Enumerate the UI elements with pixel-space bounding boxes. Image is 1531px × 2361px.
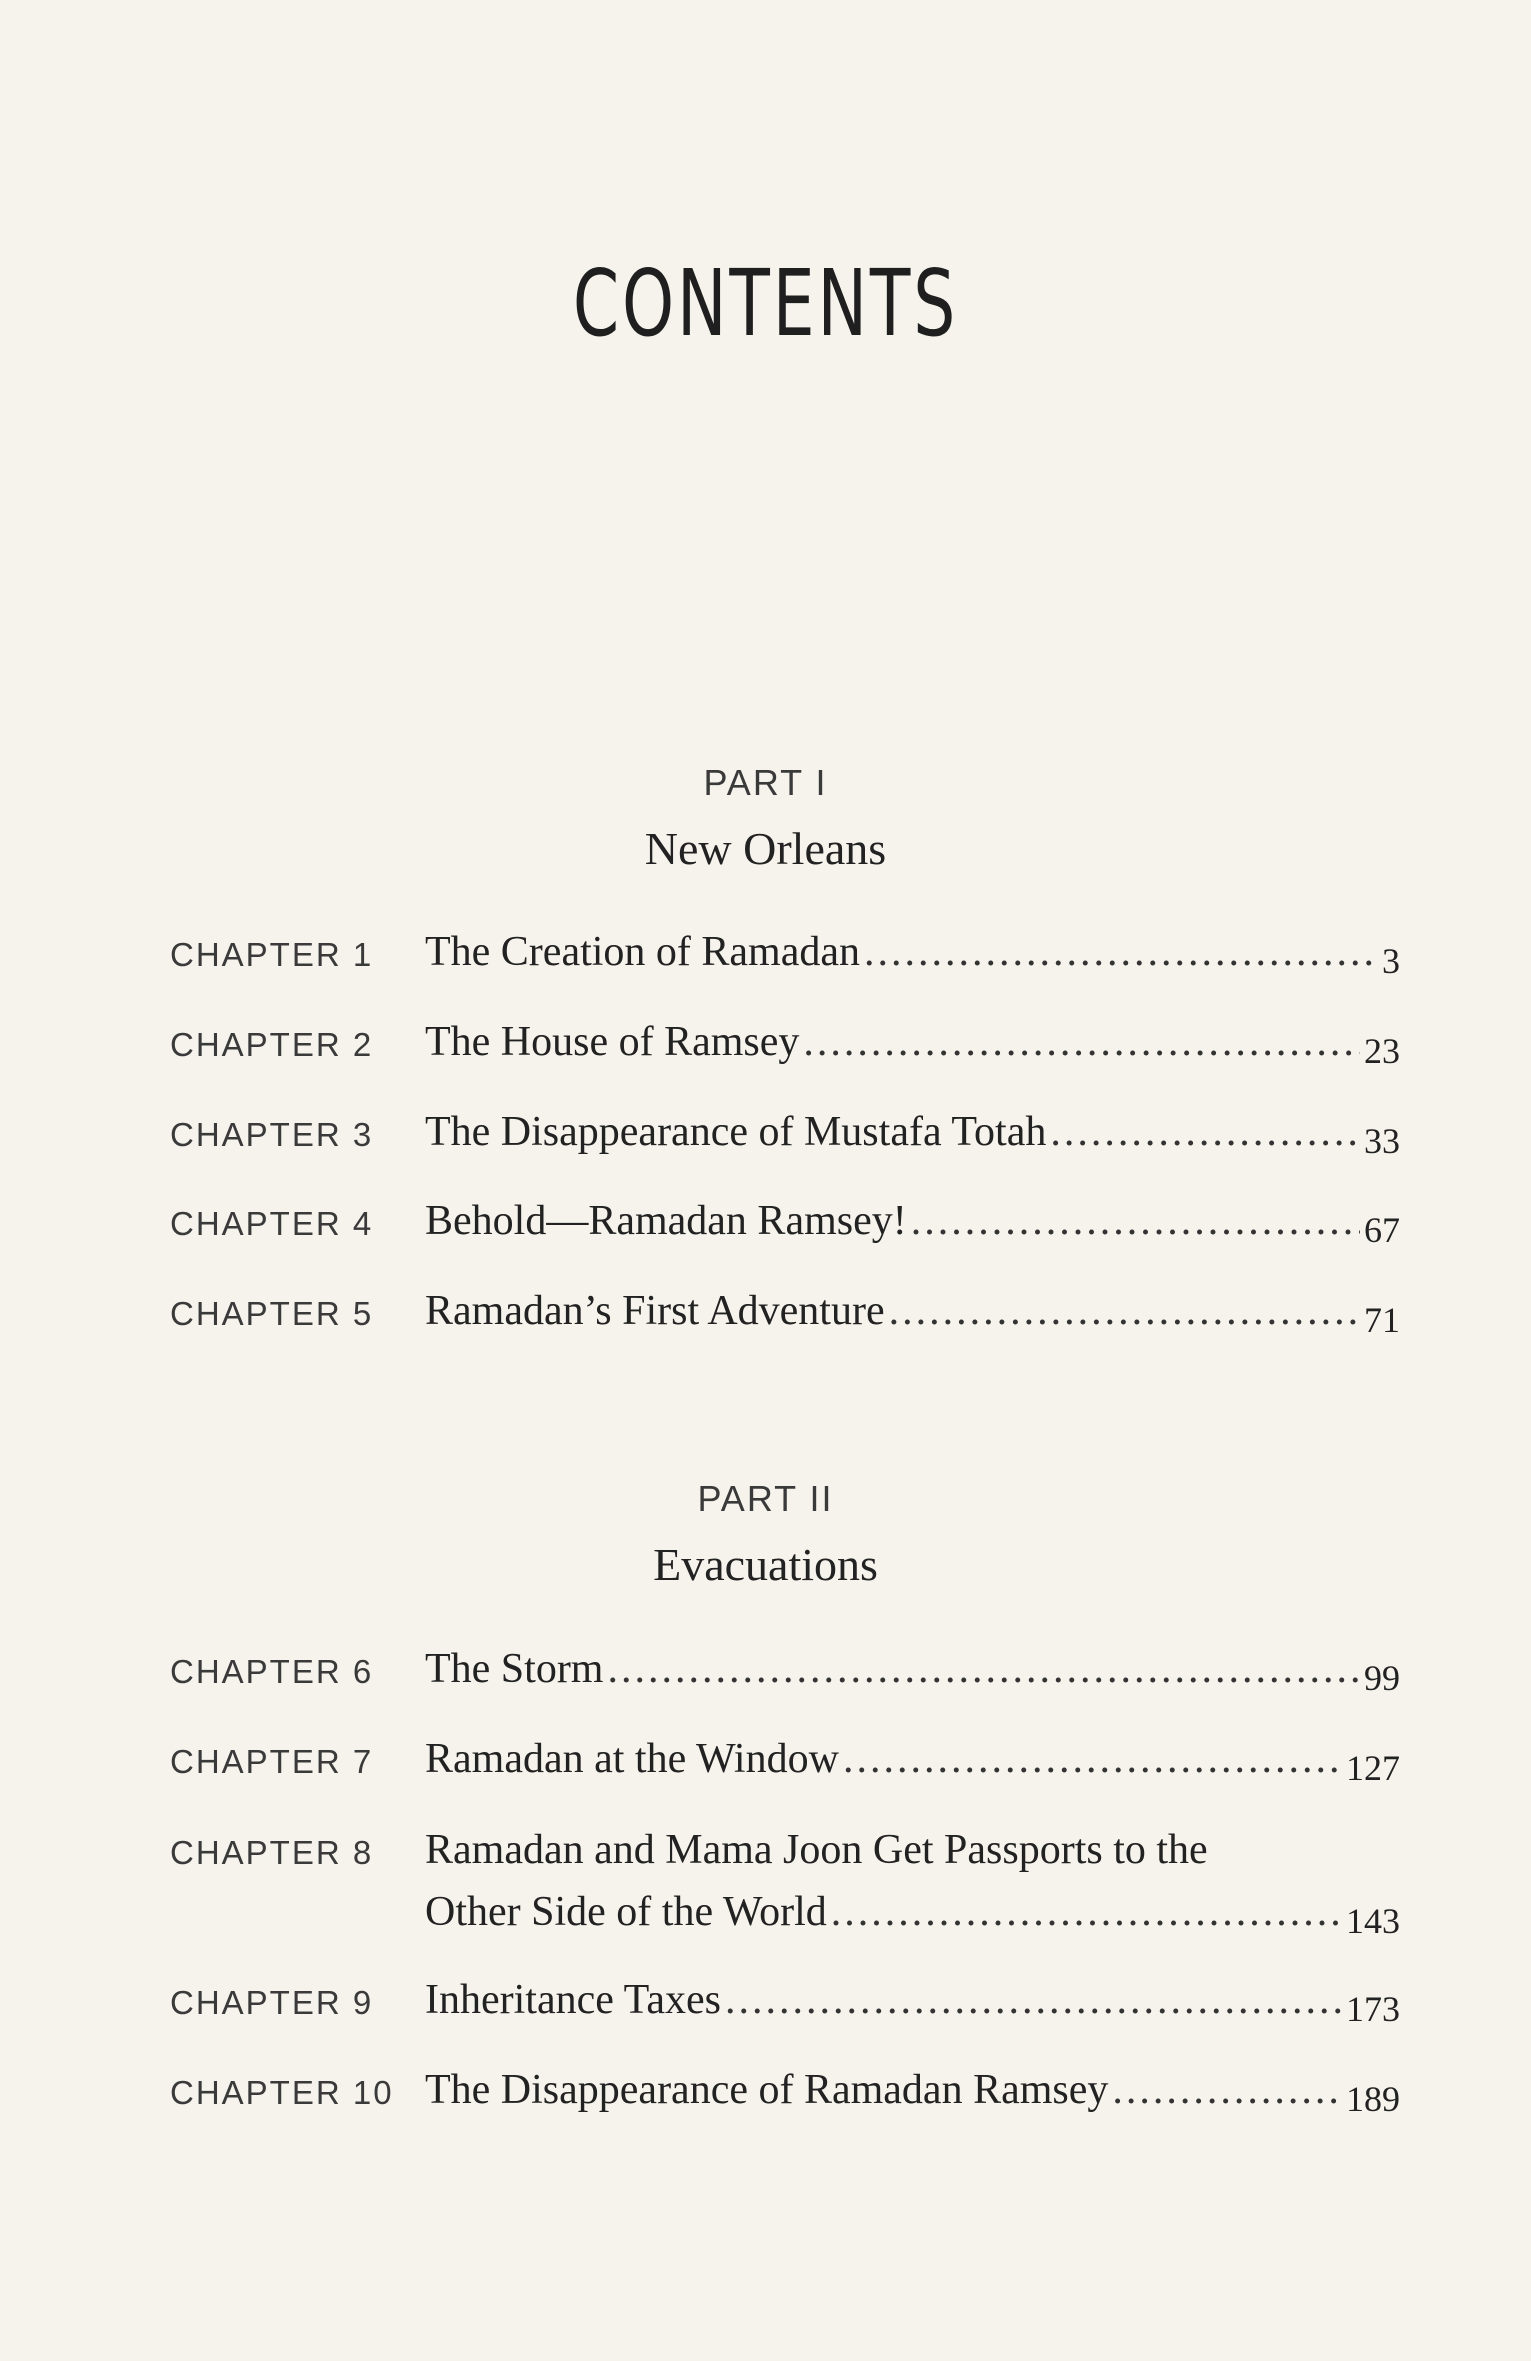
- dot-leader: [843, 1735, 1342, 1783]
- chapter-number: CHAPTER 8: [170, 1834, 374, 1871]
- page-number: 143: [1346, 1901, 1400, 1941]
- part-2-title: Evacuations: [653, 1539, 878, 1590]
- page-number: 33: [1364, 1121, 1400, 1161]
- page-number: 173: [1346, 1989, 1400, 2029]
- page-number: 71: [1364, 1300, 1400, 1340]
- chapter-number: CHAPTER 3: [170, 1116, 374, 1153]
- dot-leader: [1050, 1108, 1360, 1156]
- page-number: 23: [1364, 1031, 1400, 1071]
- chapter-number: CHAPTER 1: [170, 936, 374, 973]
- page-number: 99: [1364, 1658, 1400, 1698]
- dot-leader: [831, 1888, 1342, 1936]
- dot-leader: [725, 1976, 1342, 2024]
- chapter-entry: [425, 2066, 1400, 2119]
- dot-leader: [889, 1287, 1360, 1335]
- chapter-title: Other Side of the World: [425, 1889, 827, 1935]
- chapter-title: The House of Ramsey: [425, 1019, 800, 1065]
- page-number: 189: [1346, 2079, 1400, 2119]
- chapter-title: Ramadan’s First Adventure: [425, 1288, 885, 1334]
- chapter-title: The Disappearance of Ramadan Ramsey: [425, 2067, 1109, 2113]
- part-1-title: New Orleans: [644, 823, 887, 874]
- dot-leader: [803, 1018, 1360, 1066]
- chapter-title: Ramadan at the Window: [425, 1736, 839, 1782]
- chapter-title: The Storm: [425, 1646, 604, 1692]
- dot-leader: [911, 1197, 1360, 1245]
- dot-leader: [1112, 2066, 1342, 2114]
- page-number: 127: [1346, 1748, 1400, 1788]
- chapter-number: CHAPTER 2: [170, 1026, 374, 1063]
- dot-leader: [607, 1645, 1360, 1693]
- chapter-number: CHAPTER 7: [170, 1743, 374, 1780]
- chapter-number: CHAPTER 6: [170, 1653, 374, 1690]
- chapter-number: CHAPTER 5: [170, 1295, 374, 1332]
- chapter-title: The Disappearance of Mustafa Totah: [425, 1109, 1047, 1155]
- chapter-entry: [425, 1197, 1400, 1250]
- chapter-title-line-1: Ramadan and Mama Joon Get Passports to the: [425, 1827, 1208, 1873]
- chapter-entry: [425, 1645, 1400, 1698]
- chapter-entry: [425, 1287, 1400, 1340]
- chapter-entry: [425, 1018, 1400, 1071]
- chapter-entry: [425, 1826, 1400, 1941]
- chapter-title: Behold—Ramadan Ramsey!: [425, 1198, 907, 1244]
- page-number: 3: [1382, 941, 1400, 981]
- chapter-entry: [425, 928, 1400, 981]
- chapter-entry: [425, 1735, 1400, 1788]
- chapter-number: CHAPTER 9: [170, 1984, 374, 2021]
- chapter-number: CHAPTER 10: [170, 2074, 394, 2111]
- part-1-label: PART I: [703, 762, 828, 803]
- chapter-entry: [425, 1108, 1400, 1161]
- chapter-title: The Creation of Ramadan: [425, 929, 861, 975]
- chapter-title: Inheritance Taxes: [425, 1977, 721, 2023]
- dot-leader: [864, 928, 1378, 976]
- page-title: CONTENTS: [572, 250, 959, 357]
- chapter-entry: [425, 1976, 1400, 2029]
- chapter-number: CHAPTER 4: [170, 1205, 374, 1242]
- page-number: 67: [1364, 1210, 1400, 1250]
- part-2-label: PART II: [697, 1478, 834, 1519]
